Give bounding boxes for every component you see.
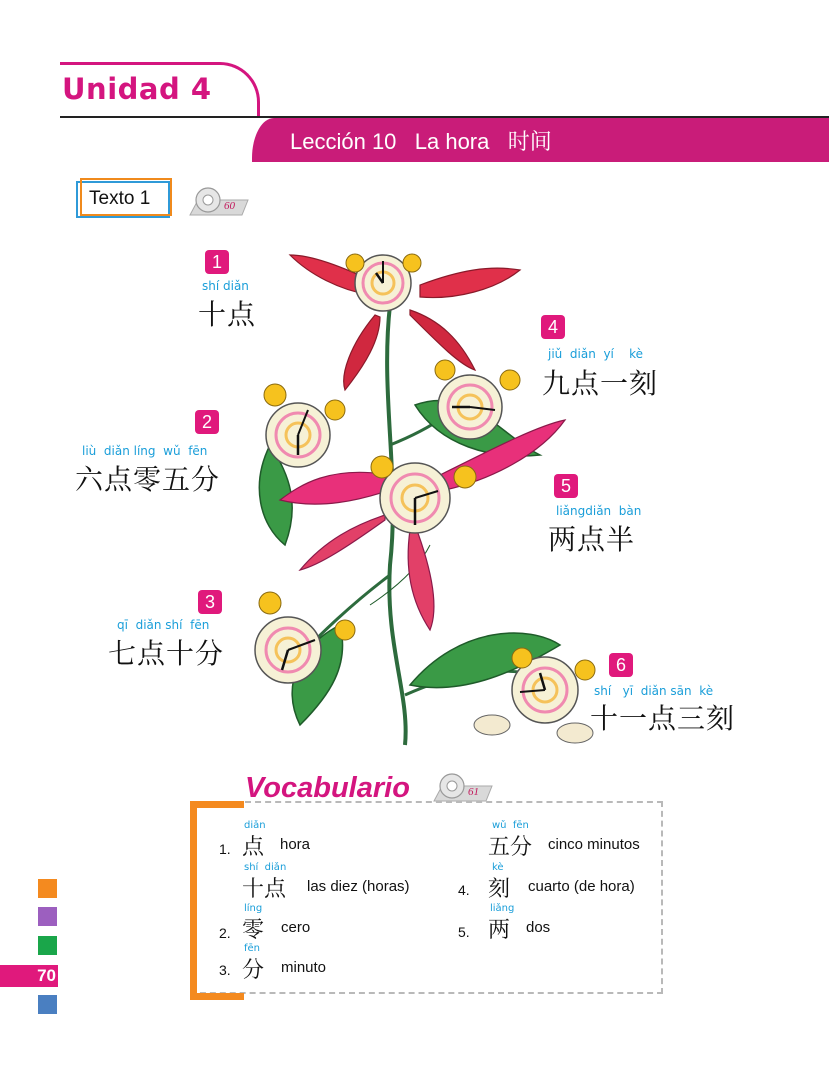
time-pinyin: liǎngdiǎn bàn [556,504,642,518]
vocab-meaning: cinco minutos [548,836,640,853]
texto-label: Texto 1 [89,188,151,209]
time-pinyin: liù diǎn líng wǔ fēn [82,444,208,458]
audio-track-number: 60 [224,200,235,212]
vocab-meaning: hora [280,836,311,853]
vocab-meaning: las diez (horas) [307,878,410,895]
vocab-meaning: minuto [281,959,327,976]
time-pinyin: shí diǎn [202,279,249,293]
time-pinyin: qī diǎn shí fēn [117,618,210,632]
vocab-number: 5. [458,924,470,940]
vocab-pinyin: kè [492,862,504,873]
time-pinyin: shí yī diǎn sān kè [594,684,714,698]
clock-5 [371,456,476,533]
vocab-number: 3. [219,962,231,978]
time-number-badge: 2 [195,410,219,434]
vocab-pinyin: fēn [244,943,261,954]
vocab-hanzi: 两 [488,918,511,943]
vocab-number: 2. [219,925,231,941]
cd-icon [184,186,250,216]
unit-title: Unidad 4 [62,72,212,106]
side-tab-purple [38,907,57,926]
vocab-hanzi: 五分 [488,835,533,860]
time-hanzi: 九点一刻 [542,367,659,400]
vocab-title: Vocabulario [245,772,410,804]
vocab-pinyin: shí diǎn [244,862,287,873]
side-tab-blue [38,995,57,1014]
side-tab-green [38,936,57,955]
vocab-number: 1. [219,841,231,857]
vocab-meaning: cero [281,919,311,936]
time-hanzi: 六点零五分 [75,463,221,496]
time-number-badge: 4 [541,315,565,339]
cd-icon [428,772,494,802]
time-hanzi: 两点半 [548,523,636,556]
time-number-badge: 1 [205,250,229,274]
clock-1 [346,254,421,311]
vocab-hanzi: 分 [242,958,265,983]
time-pinyin: jiǔ diǎn yí kè [548,347,644,361]
audio-cd-badge[interactable] [184,186,250,216]
time-number-badge: 5 [554,474,578,498]
time-hanzi: 十一点三刻 [590,702,736,735]
time-hanzi: 七点十分 [108,637,225,670]
vocab-pinyin: liǎng [490,903,515,914]
audio-track-number: 61 [468,786,479,798]
vocab-hanzi: 十点 [242,877,287,902]
vocab-pinyin: diǎn [244,820,266,831]
vocab-pinyin: wǔ fēn [492,820,529,831]
vocab-hanzi: 零 [242,918,265,943]
time-number-badge: 6 [609,653,633,677]
vocab-pinyin: líng [244,903,263,914]
lesson-title: Lección 10 La hora 时间 [290,129,552,154]
vocab-meaning: dos [526,919,551,936]
clock-4 [435,360,520,439]
vocab-meaning: cuarto (de hora) [528,878,635,895]
vocab-number: 4. [458,882,470,898]
page-number: 70 [0,965,58,987]
vocab-hanzi: 刻 [488,877,511,902]
vocab-audio-cd-badge[interactable] [428,772,494,802]
side-tab-orange [38,879,57,898]
time-hanzi: 十点 [198,298,257,331]
clock-3 [255,592,355,683]
time-number-badge: 3 [198,590,222,614]
clock-2 [264,384,345,467]
vocab-box-accent [190,801,244,1000]
vocab-hanzi: 点 [242,835,265,860]
